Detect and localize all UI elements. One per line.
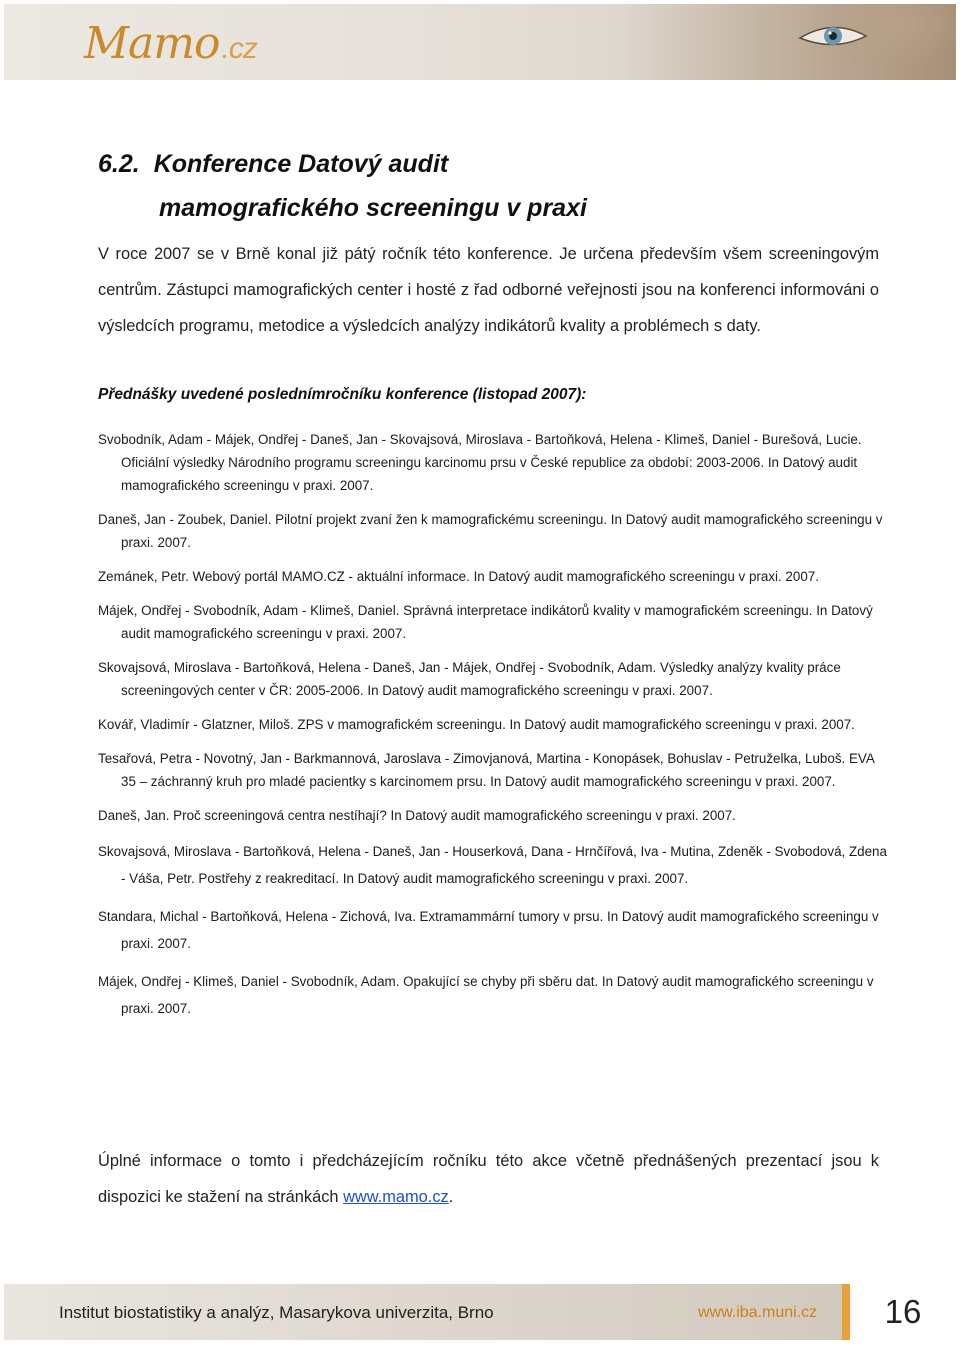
page-number: 16 bbox=[884, 1293, 922, 1330]
logo-text: Mamo bbox=[84, 18, 220, 69]
reference-item: Tesařová, Petra - Novotný, Jan - Barkmannová, Jaroslava - Zimovjanová, Martina - Konopásek, Bohuslav - Petruželka, Luboš. EVA 35 – záchranný kruh pro mladé pacientky s karcinomem prsu. In Datový audit mamografického screeningu v praxi. 2007. bbox=[98, 751, 875, 789]
reference-item: Skovajsová, Miroslava - Bartoňková, Helena - Daneš, Jan - Májek, Ondřej - Svobodník, Adam. Výsledky analýzy kvality práce screeningových center v ČR: 2005-2006. In Datový audit mamografického screeningu v praxi. 2007. bbox=[98, 660, 841, 698]
reference-item: Skovajsová, Miroslava - Bartoňková, Helena - Daneš, Jan - Houserková, Dana - Hrnčířová, Iva - Mutina, Zdeněk - Svobodová, Zdena - Váša, Petr. Postřehy z reakreditací. In Datový audit mamografického screeningu v praxi. 2007. bbox=[98, 844, 887, 886]
page-title bbox=[98, 142, 587, 230]
reference-item: Svobodník, Adam - Májek, Ondřej - Daneš, Jan - Skovajsová, Miroslava - Bartoňková, Helena - Klimeš, Daniel - Burešová, Lucie. Oficiální výsledky Národního programu screeningu karcinomu prsu v České republice za období: 2003-2006. In Datový audit mamografického screeningu v praxi. 2007. bbox=[98, 432, 862, 493]
reference-item: Zemánek, Petr. Webový portál MAMO.CZ - aktuální informace. In Datový audit mamografického screeningu v praxi. 2007. bbox=[98, 569, 819, 584]
reference-item: Standara, Michal - Bartoňková, Helena - Zichová, Iva. Extramammární tumory v prsu. In Datový audit mamografického screeningu v praxi. 2007. bbox=[98, 909, 879, 951]
mamo-website-link[interactable]: www.mamo.cz bbox=[343, 1188, 449, 1206]
reference-item: Májek, Ondřej - Svobodník, Adam - Klimeš, Daniel. Správná interpretace indikátorů kvality v mamografickém screeningu. In Datový audit mamografického screeningu v praxi. 2007. bbox=[98, 603, 873, 641]
page-footer bbox=[4, 1284, 956, 1340]
reference-item: Daneš, Jan - Zoubek, Daniel. Pilotní projekt zvaní žen k mamografickému screeningu. In Datový audit mamografického screeningu v praxi. 2007. bbox=[98, 512, 883, 550]
banner-face-photo bbox=[626, 4, 956, 80]
eye-image bbox=[798, 22, 868, 50]
outro-suffix: . bbox=[448, 1188, 454, 1206]
section-number: 6.2. bbox=[98, 150, 140, 178]
page-number-box bbox=[842, 1284, 956, 1340]
header-banner bbox=[4, 4, 956, 80]
outro-paragraph bbox=[98, 1143, 879, 1215]
reference-item: Kovář, Vladimír - Glatzner, Miloš. ZPS v mamografickém screeningu. In Datový audit mamografického screeningu v praxi. 2007. bbox=[98, 717, 855, 732]
lectures-heading: Přednášky uvedené poslednímročníku konference (listopad 2007): bbox=[98, 386, 587, 403]
reference-item: Májek, Ondřej - Klimeš, Daniel - Svobodník, Adam. Opakující se chyby při sběru dat. In Datový audit mamografického screeningu v praxi. 2007. bbox=[98, 974, 874, 1016]
reference-item: Daneš, Jan. Proč screeningová centra nestíhají? In Datový audit mamografického screeningu v praxi. 2007. bbox=[98, 808, 736, 823]
mamo-logo[interactable] bbox=[84, 18, 257, 69]
section-title-line1: Konference Datový audit bbox=[153, 150, 449, 178]
footer-url-link[interactable]: www.iba.muni.cz bbox=[698, 1304, 818, 1321]
intro-paragraph: V roce 2007 se v Brně konal již pátý ročník této konference. Je určena především všem screeningovým centrům. Zástupci mamografických center i hosté z řad odborné veřejnosti jsou na konferenci informováni o výsledcích programu, metodice a výsledcích analýzy indikátorů kvality a problémech s daty. bbox=[98, 245, 879, 335]
section-title-line2: mamografického screeningu v praxi bbox=[159, 194, 587, 222]
reference-list bbox=[98, 428, 888, 1022]
outro-text: Úplné informace o tomto i předcházejícím ročníku této akce včetně přednášených prezentací jsou k dispozici ke stažení na stránkách bbox=[98, 1152, 879, 1206]
logo-suffix: .cz bbox=[221, 32, 257, 65]
footer-institution: Institut biostatistiky a analýz, Masarykova univerzita, Brno bbox=[59, 1303, 494, 1322]
